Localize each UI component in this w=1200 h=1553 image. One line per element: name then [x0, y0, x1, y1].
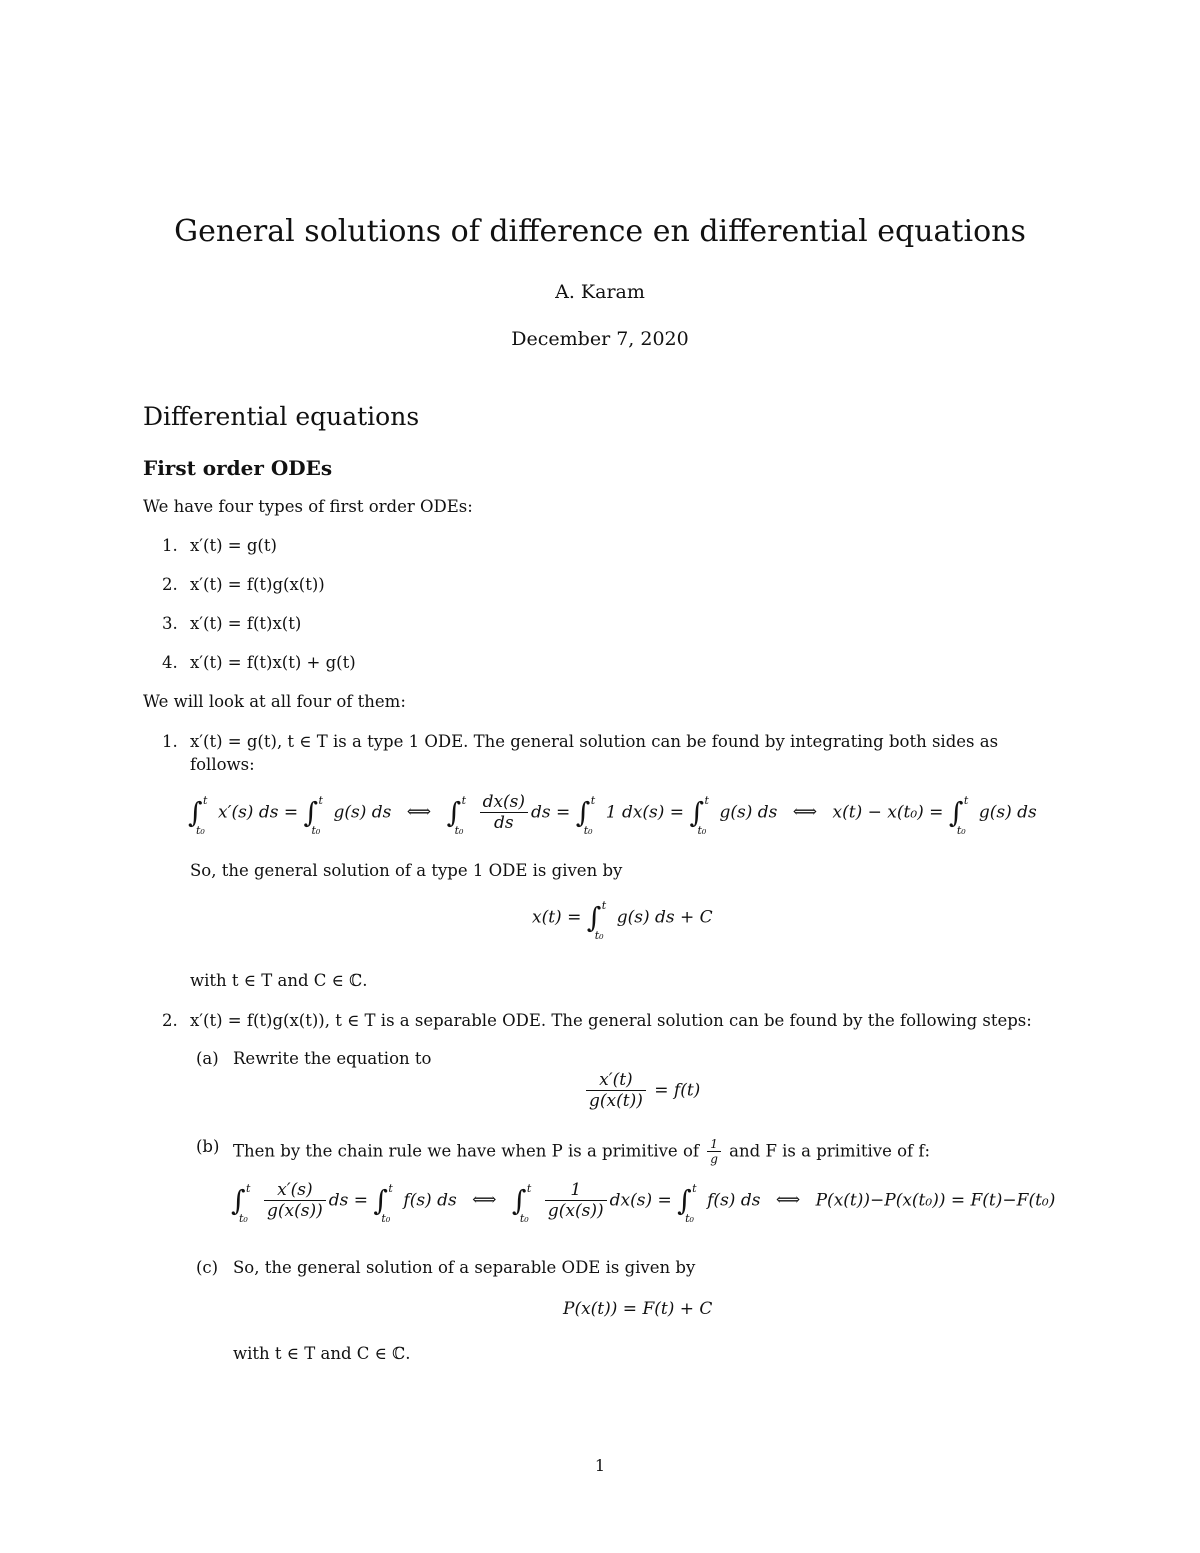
item-number: 2. — [162, 1011, 178, 1030]
step-b-text-2: and F is a primitive of f: — [729, 1141, 931, 1161]
type-number: 3. — [162, 614, 178, 633]
type-equation: x′(t) = f(t)g(x(t)) — [190, 575, 325, 594]
type-number: 2. — [162, 575, 178, 594]
document-title: General solutions of difference en differential equations — [174, 214, 1026, 249]
rewritten-equation: $\frac{x'(t)}{g(x(t))}$ = f(t) — [583, 1070, 700, 1112]
page-number: 1 — [594, 1456, 606, 1475]
step-b-text: Then by the chain rule we have when P is a primitive of $\frac{1}{g}$ and F is a primitive of f: — [233, 1137, 931, 1167]
item-number: 1. — [162, 732, 178, 751]
item1-line1: x′(t) = g(t), t ∈ T is a type 1 ODE. The general solution can be found by integrating both sides as — [190, 732, 999, 751]
type-equation: x′(t) = f(t)x(t) — [190, 614, 302, 633]
separable-integration-equation: ∫ t t₀ $\frac{x'(s)}{g(x(s))}$ ds = ∫ t t₀ f(s) ds ⟺ ∫ t t₀ $\frac{1}{g(x(s))}$ dx(s) = ∫ t t₀ f(s) ds ⟺ P(x(t))−P(x(t₀)) = F(t)−F(t₀) — [231, 1180, 1056, 1225]
item2-with-text: with t ∈ T and C ∈ ℂ. — [233, 1344, 411, 1363]
step-label: (b) — [196, 1137, 220, 1156]
step-a-text: Rewrite the equation to — [233, 1049, 432, 1068]
solution-lhs: x(t) = — [532, 907, 582, 928]
item1-with-text: with t ∈ T and C ∈ ℂ. — [190, 971, 368, 990]
subsection-title: First order ODEs — [143, 456, 333, 480]
type-equation: x′(t) = f(t)x(t) + g(t) — [190, 653, 356, 672]
type1-solution: x(t) = ∫ t t₀ g(s) ds + C — [532, 899, 713, 942]
look-text: We will look at all four of them: — [143, 692, 406, 711]
solution-rhs: g(s) ds + C — [616, 907, 713, 928]
step-c-text: So, the general solution of a separable ODE is given by — [233, 1258, 696, 1277]
item1-line2: follows: — [190, 755, 255, 774]
separable-solution: P(x(t)) = F(t) + C — [563, 1299, 713, 1319]
document-author: A. Karam — [555, 281, 645, 303]
type-number: 1. — [162, 536, 178, 555]
step-b-text-1: Then by the chain rule we have when P is a primitive of — [233, 1141, 699, 1161]
section-title: Differential equations — [143, 402, 420, 431]
step-label: (a) — [196, 1049, 219, 1068]
step-label: (c) — [196, 1258, 219, 1277]
intro-text: We have four types of first order ODEs: — [143, 497, 473, 516]
integration-equation-1: ∫ t t₀ x′(s) ds = ∫ t t₀ g(s) ds ⟺ ∫ t t₀ $\frac{dx(s)}{ds}$ ds = ∫ t t₀ 1 dx(s) = ∫ t t₀ g(s) ds ⟺ x(t) − x(t₀) = ∫ t t₀ g(s) ds — [188, 792, 1037, 837]
type-number: 4. — [162, 653, 178, 672]
item1-so-text: So, the general solution of a type 1 ODE is given by — [190, 861, 623, 880]
item2-line1: x′(t) = f(t)g(x(t)), t ∈ T is a separable ODE. The general solution can be found by the following steps: — [190, 1011, 1032, 1030]
type-equation: x′(t) = g(t) — [190, 536, 277, 555]
document-date: December 7, 2020 — [511, 328, 689, 350]
